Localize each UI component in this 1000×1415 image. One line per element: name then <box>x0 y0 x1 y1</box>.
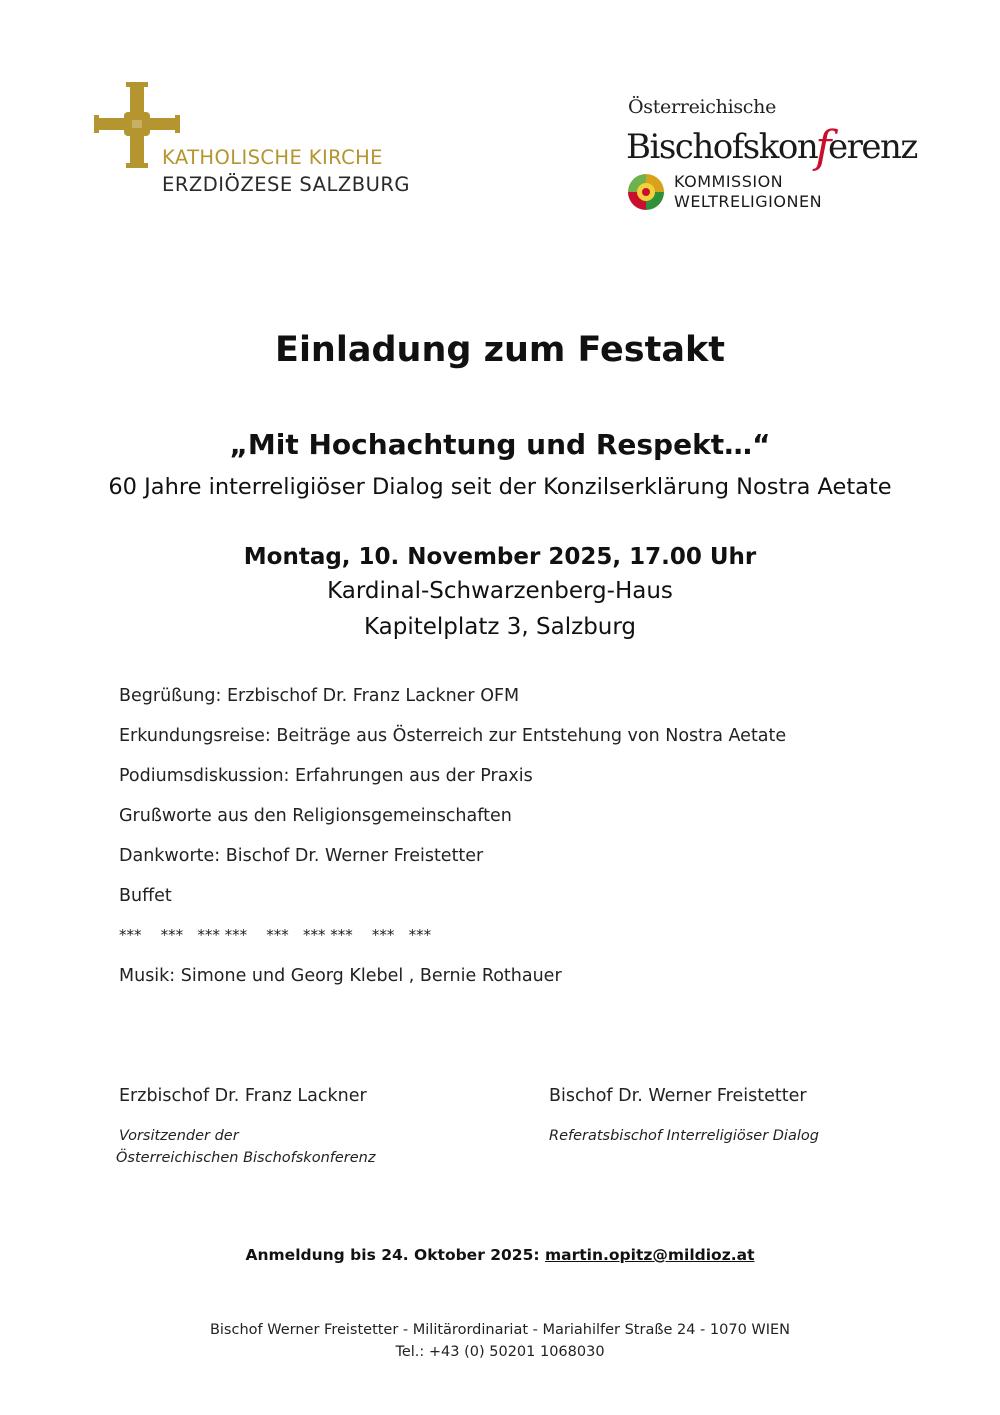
footer-address: Bischof Werner Freistetter - Militärordinariat - Mariahilfer Straße 24 - 1070 WIEN <box>209 1322 791 1338</box>
logo-katholische-kirche <box>94 82 434 197</box>
registration-label: Anmeldung bis 24. Oktober 2025: <box>245 1246 545 1264</box>
program-item: Podiumsdiskussion: Erfahrungen aus der Praxis <box>119 766 533 786</box>
program-item: Begrüßung: Erzbischof Dr. Franz Lackner OFM <box>119 686 520 706</box>
logo-left-line1: KATHOLISCHE KIRCHE <box>162 146 383 169</box>
program-item: Buffet <box>119 886 172 906</box>
signature-right-name: Bischof Dr. Werner Freistetter <box>549 1086 807 1106</box>
event-subtitle: „Mit Hochachtung und Respekt…“ <box>229 428 771 461</box>
event-date: Montag, 10. November 2025, 17.00 Uhr <box>243 544 757 570</box>
logo-bischofskonferenz <box>626 96 926 216</box>
logo-right-main <box>626 118 917 173</box>
kommission-line2: WELTRELIGIONEN <box>674 192 823 211</box>
program-item: Dankworte: Bischof Dr. Werner Freistetter <box>119 846 484 866</box>
event-venue: Kardinal-Schwarzenberg-Haus <box>327 578 673 604</box>
program-item: Erkundungsreise: Beiträge aus Österreich zur Entstehung von Nostra Aetate <box>119 726 787 746</box>
signature-right-role: Referatsbischof Interreligiöser Dialog <box>549 1128 819 1144</box>
registration-email-link[interactable]: martin.opitz@mildioz.at <box>544 1246 755 1264</box>
footer-phone: Tel.: +43 (0) 50201 1068030 <box>395 1344 605 1360</box>
signature-left-role-line1: Vorsitzender der <box>119 1128 239 1144</box>
page-title: Einladung zum Festakt <box>275 330 725 370</box>
event-subline: 60 Jahre interreligiöser Dialog seit der Konzilserklärung Nostra Aetate <box>108 474 892 500</box>
logo-right-main-after: erenz <box>828 127 917 167</box>
program-item: Musik: Simone und Georg Klebel , Bernie Rothauer <box>119 966 562 986</box>
logo-right-main-before: Bischofskon <box>626 127 818 167</box>
event-address: Kapitelplatz 3, Salzburg <box>363 614 637 640</box>
registration-line <box>0 1246 1000 1264</box>
program-separator: *** *** *** *** *** *** *** *** *** <box>119 926 432 944</box>
program-item: Grußworte aus den Religionsgemeinschaften <box>119 806 512 826</box>
globe-icon <box>626 172 666 212</box>
logo-right-line1: Österreichische <box>628 96 777 118</box>
logo-left-line2: ERZDIÖZESE SALZBURG <box>162 173 411 196</box>
kommission-line1: KOMMISSION <box>674 172 784 191</box>
signature-left-role-line2: Österreichischen Bischofskonferenz <box>116 1150 376 1166</box>
logo-right-main-f: f <box>815 122 831 173</box>
signature-left-name: Erzbischof Dr. Franz Lackner <box>119 1086 367 1106</box>
